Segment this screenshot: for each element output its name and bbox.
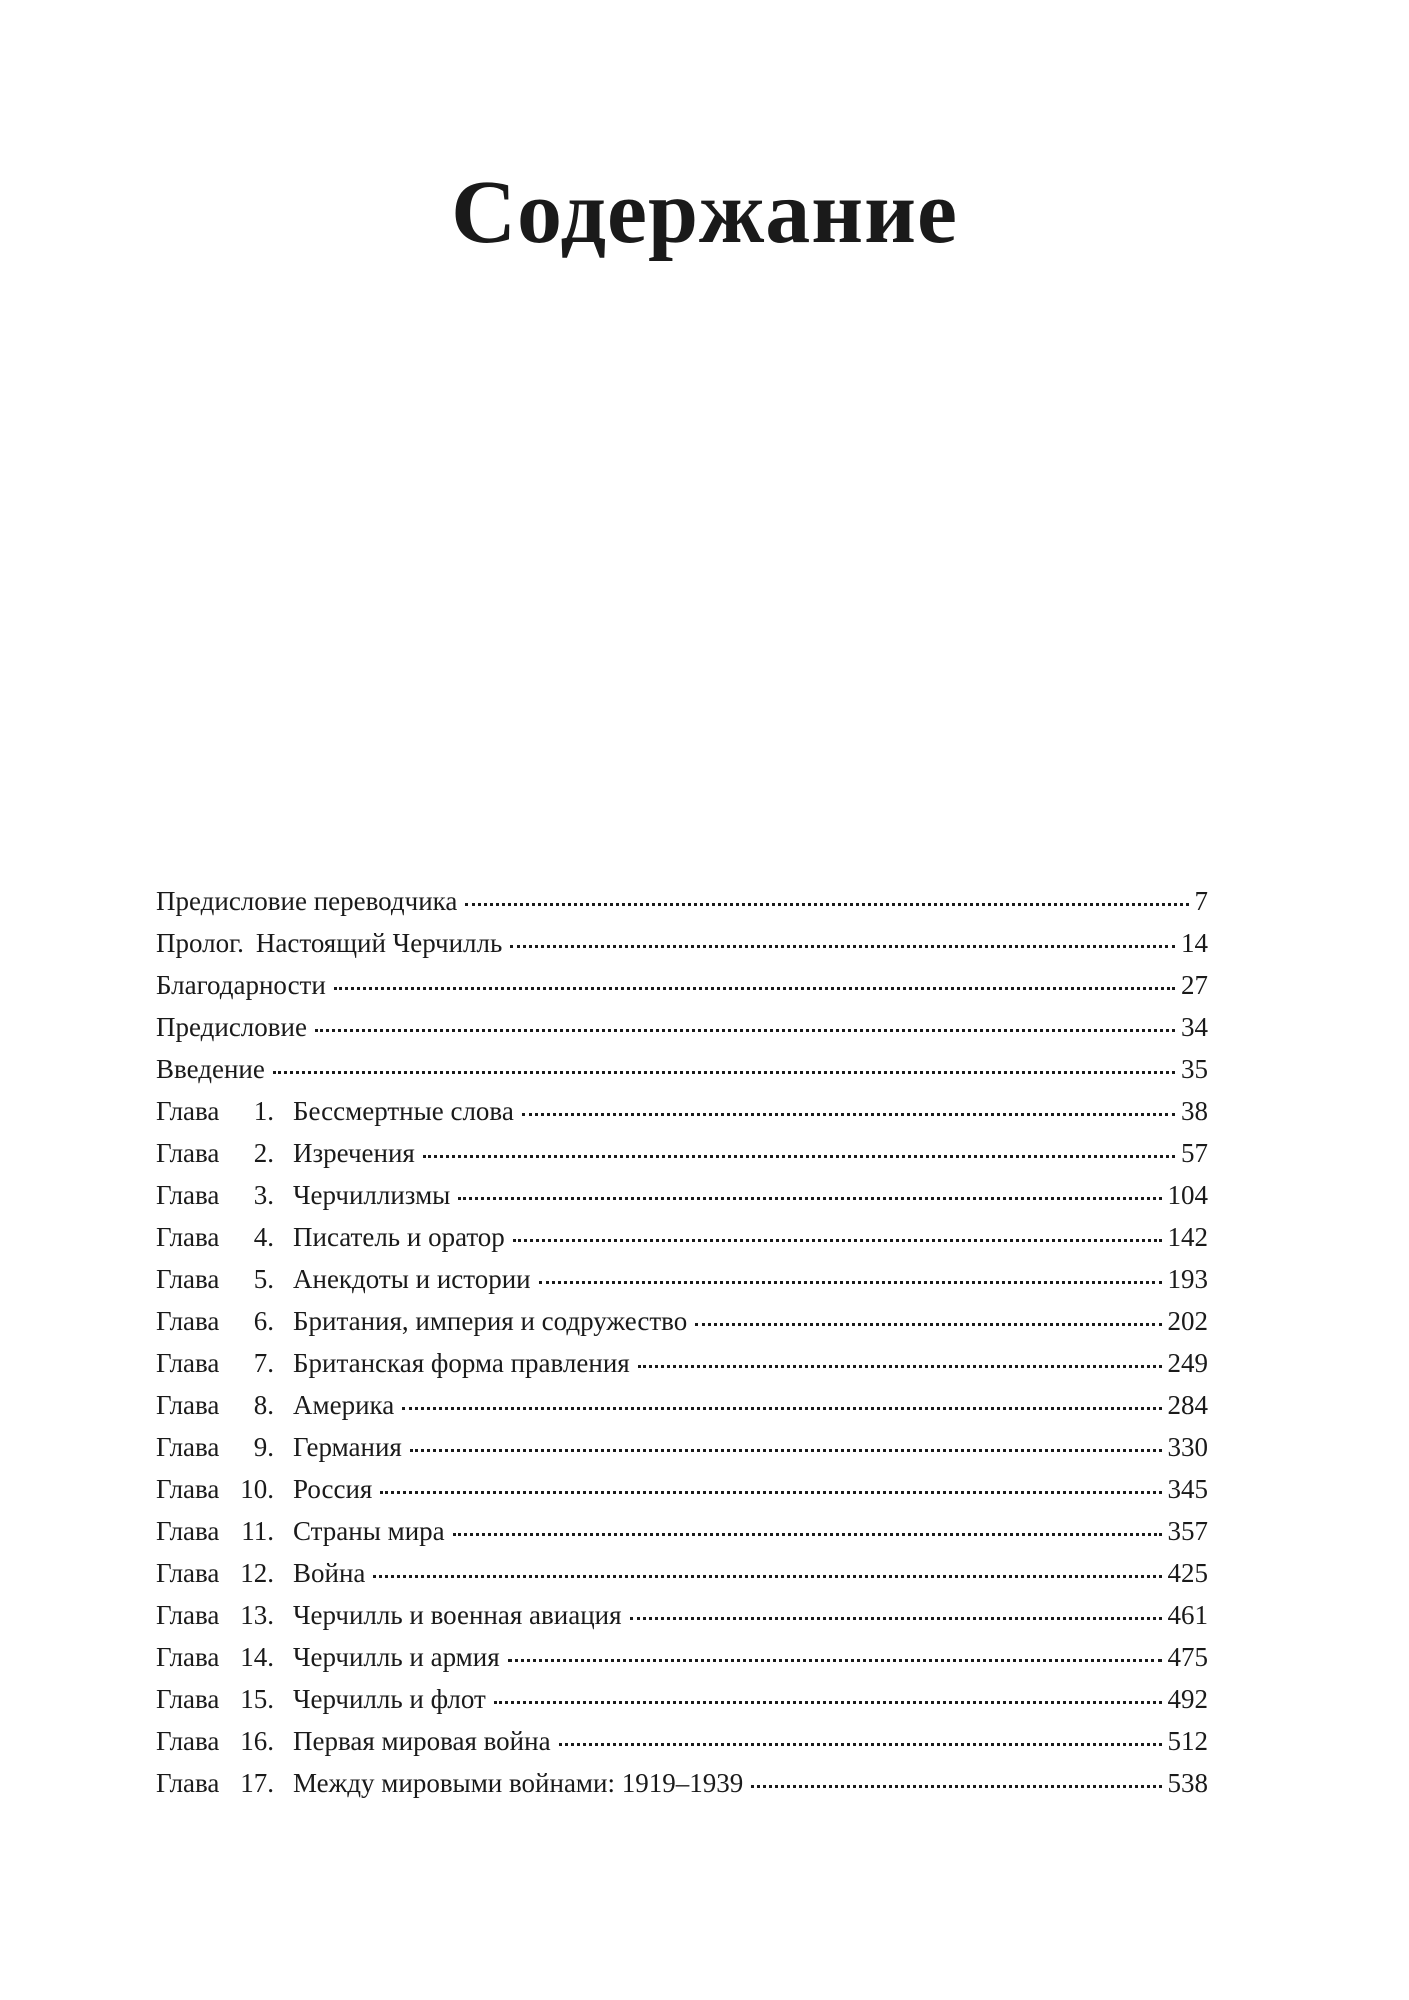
toc-entry[interactable]: [156, 1006, 1208, 1048]
chapter-number: 1.: [253, 1096, 274, 1126]
dot-leader: [453, 1533, 1162, 1536]
dot-leader: [522, 1113, 1175, 1116]
chapter-number: 15.: [240, 1684, 274, 1714]
page-title: Содержание: [451, 163, 958, 262]
toc-chapter-entry[interactable]: [156, 1678, 1208, 1720]
chapter-title: Изречения: [293, 1138, 415, 1168]
chapter-label: Глава: [156, 1474, 220, 1504]
toc-page-number: 538: [1167, 1768, 1208, 1798]
dot-leader: [373, 1575, 1161, 1578]
chapter-number: 7.: [253, 1348, 274, 1378]
chapter-number: 5.: [253, 1264, 274, 1294]
dot-leader: [508, 1659, 1162, 1662]
chapter-label: Глава: [156, 1390, 220, 1420]
toc-chapter-entry[interactable]: [156, 1468, 1208, 1510]
dot-leader: [513, 1239, 1162, 1242]
chapter-label: Глава: [156, 1138, 220, 1168]
toc-chapter-entry[interactable]: [156, 1132, 1208, 1174]
chapter-title: Страны мира: [293, 1516, 445, 1546]
chapter-label: Глава: [156, 1180, 220, 1210]
dot-leader: [494, 1701, 1162, 1704]
chapter-title: Бессмертные слова: [293, 1096, 514, 1126]
toc-entry-title: Предисловие переводчика: [156, 886, 458, 916]
toc-page-number: 7: [1194, 886, 1208, 916]
toc-page-number: 345: [1167, 1474, 1208, 1504]
chapter-number: 4.: [253, 1222, 274, 1252]
toc-page-number: 38: [1181, 1096, 1208, 1126]
toc-page-number: 249: [1167, 1348, 1208, 1378]
chapter-number: 9.: [253, 1432, 274, 1462]
toc-chapter-entry[interactable]: [156, 1552, 1208, 1594]
chapter-title: Черчилль и армия: [293, 1642, 500, 1672]
chapter-label: Глава: [156, 1768, 220, 1798]
toc-page-number: 461: [1167, 1600, 1208, 1630]
chapter-label: Глава: [156, 1222, 220, 1252]
toc-entry-prefix: Пролог.: [156, 928, 244, 958]
dot-leader: [510, 945, 1175, 948]
chapter-number: 3.: [253, 1180, 274, 1210]
toc-page-number: 27: [1181, 970, 1208, 1000]
chapter-title: Черчилль и военная авиация: [293, 1600, 622, 1630]
chapter-label: Глава: [156, 1516, 220, 1546]
dot-leader: [465, 903, 1188, 906]
chapter-label: Глава: [156, 1096, 220, 1126]
dot-leader: [559, 1743, 1162, 1746]
toc-chapter-entry[interactable]: [156, 1384, 1208, 1426]
toc-page-number: 475: [1167, 1642, 1208, 1672]
chapter-title: Анекдоты и истории: [293, 1264, 531, 1294]
toc-entry-title: Введение: [156, 1054, 265, 1084]
chapter-title: Война: [293, 1558, 366, 1588]
chapter-title: Писатель и оратор: [293, 1222, 505, 1252]
chapter-title: Между мировыми войнами: 1919–1939: [293, 1768, 744, 1798]
chapter-label: Глава: [156, 1264, 220, 1294]
toc-page-number: 193: [1167, 1264, 1208, 1294]
dot-leader: [458, 1197, 1161, 1200]
dot-leader: [630, 1617, 1162, 1620]
dot-leader: [273, 1071, 1175, 1074]
toc-page-number: 142: [1167, 1222, 1208, 1252]
chapter-label: Глава: [156, 1726, 220, 1756]
chapter-title: Британия, империя и содружество: [293, 1306, 688, 1336]
dot-leader: [638, 1365, 1162, 1368]
chapter-number: 2.: [253, 1138, 274, 1168]
chapter-label: Глава: [156, 1684, 220, 1714]
toc-page-number: 357: [1167, 1516, 1208, 1546]
toc-chapter-entry[interactable]: [156, 1342, 1208, 1384]
toc-page-number: 284: [1167, 1390, 1208, 1420]
dot-leader: [315, 1029, 1175, 1032]
toc-entry-title: Настоящий Черчилль: [255, 928, 503, 958]
chapter-number: 12.: [240, 1558, 274, 1588]
table-of-contents: [156, 880, 1208, 1804]
dot-leader: [423, 1155, 1175, 1158]
chapter-number: 16.: [240, 1726, 274, 1756]
toc-entry[interactable]: [156, 964, 1208, 1006]
toc-page-number: 14: [1181, 928, 1208, 958]
toc-page-number: 57: [1181, 1138, 1208, 1168]
chapter-label: Глава: [156, 1348, 220, 1378]
toc-entry-title: Предисловие: [156, 1012, 307, 1042]
toc-entry[interactable]: [156, 880, 1208, 922]
dot-leader: [751, 1785, 1161, 1788]
chapter-title: Британская форма правления: [293, 1348, 630, 1378]
chapter-title: Америка: [293, 1390, 395, 1420]
toc-page-number: 492: [1167, 1684, 1208, 1714]
toc-chapter-entry[interactable]: [156, 1762, 1208, 1804]
toc-page-number: 104: [1167, 1180, 1208, 1210]
chapter-label: Глава: [156, 1306, 220, 1336]
chapter-label: Глава: [156, 1642, 220, 1672]
toc-chapter-entry[interactable]: [156, 1636, 1208, 1678]
toc-chapter-entry[interactable]: [156, 1426, 1208, 1468]
dot-leader: [380, 1491, 1161, 1494]
toc-chapter-entry[interactable]: [156, 1510, 1208, 1552]
chapter-number: 17.: [240, 1768, 274, 1798]
chapter-number: 10.: [240, 1474, 274, 1504]
dot-leader: [402, 1407, 1161, 1410]
toc-chapter-entry[interactable]: [156, 1594, 1208, 1636]
chapter-title: Германия: [293, 1432, 402, 1462]
toc-page-number: 330: [1167, 1432, 1208, 1462]
chapter-number: 11.: [241, 1516, 274, 1546]
chapter-number: 13.: [240, 1600, 274, 1630]
chapter-title: Черчиллизмы: [293, 1180, 451, 1210]
toc-chapter-entry[interactable]: [156, 1174, 1208, 1216]
chapter-number: 8.: [253, 1390, 274, 1420]
toc-chapter-entry[interactable]: [156, 1300, 1208, 1342]
toc-entry[interactable]: [156, 922, 1208, 964]
chapter-label: Глава: [156, 1432, 220, 1462]
toc-chapter-entry[interactable]: [156, 1258, 1208, 1300]
toc-entry-title: Благодарности: [156, 970, 326, 1000]
chapter-title: Первая мировая война: [293, 1726, 551, 1756]
toc-page-number: 34: [1181, 1012, 1208, 1042]
toc-page-number: 202: [1167, 1306, 1208, 1336]
toc-chapter-entry[interactable]: [156, 1216, 1208, 1258]
dot-leader: [334, 987, 1175, 990]
dot-leader: [539, 1281, 1162, 1284]
chapter-title: Россия: [293, 1474, 373, 1504]
chapter-number: 6.: [253, 1306, 274, 1336]
toc-page-number: 512: [1167, 1726, 1208, 1756]
chapter-label: Глава: [156, 1558, 220, 1588]
toc-chapter-entry[interactable]: [156, 1090, 1208, 1132]
chapter-number: 14.: [240, 1642, 274, 1672]
dot-leader: [695, 1323, 1161, 1326]
dot-leader: [410, 1449, 1162, 1452]
toc-entry[interactable]: [156, 1048, 1208, 1090]
toc-page-number: 35: [1181, 1054, 1208, 1084]
toc-chapter-entry[interactable]: [156, 1720, 1208, 1762]
chapter-label: Глава: [156, 1600, 220, 1630]
toc-page-number: 425: [1167, 1558, 1208, 1588]
chapter-title: Черчилль и флот: [293, 1684, 486, 1714]
